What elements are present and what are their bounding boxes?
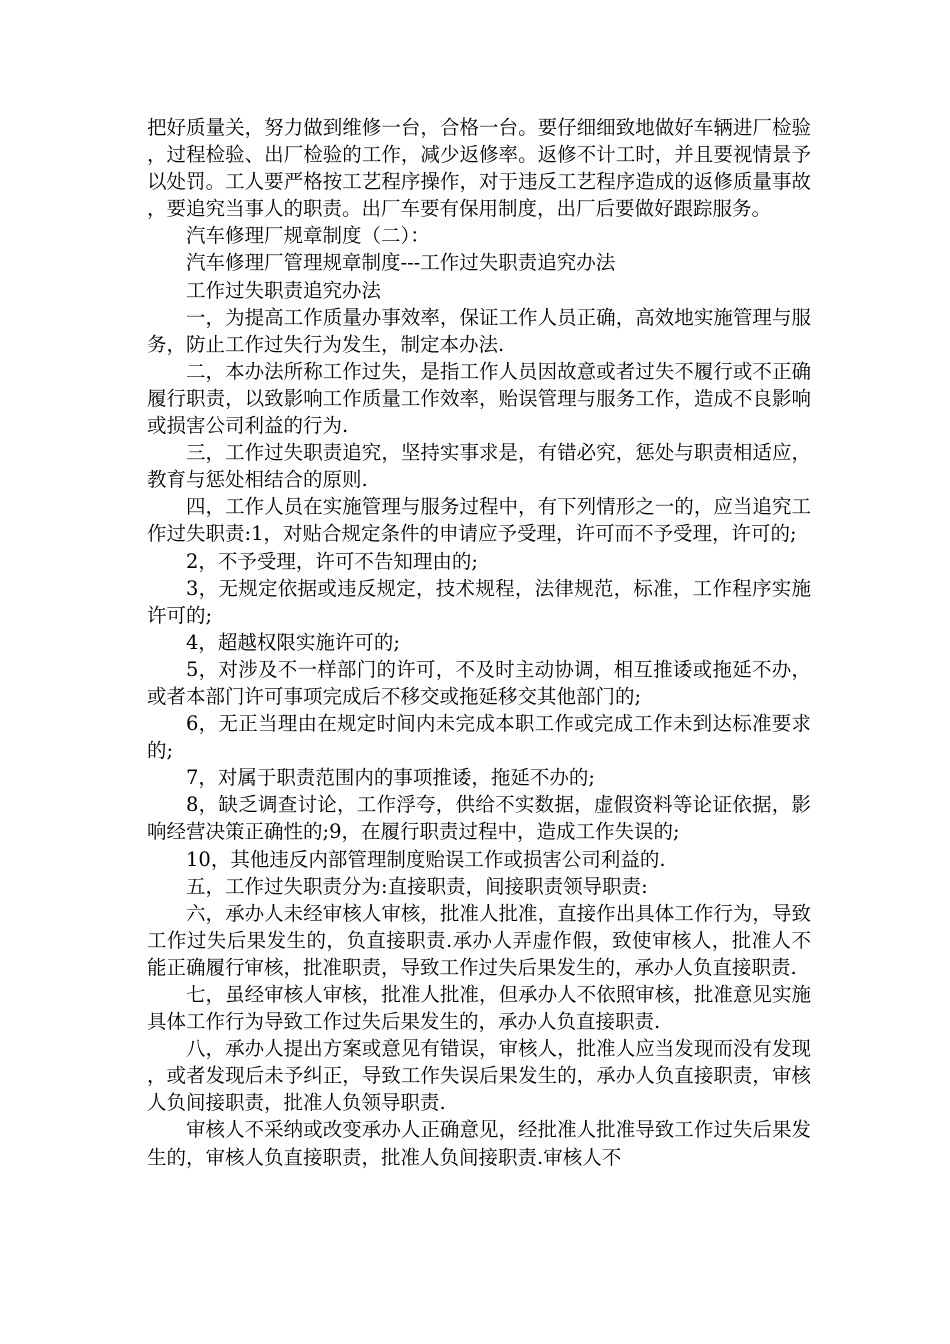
paragraph-20: 八，承办人提出方案或意见有错误，审核人，批准人应当发现而没有发现，或者发现后未予纠正，导致工作失误后果发生的，承办人负直接职责，审核人负间接职责，批准人负领导职责.: [147, 1037, 811, 1115]
paragraph-19: 七，虽经审核人审核，批准人批准，但承办人不依照审核，批准意见实施具体工作行为导致工作过失后果发生的，承办人负直接职责.: [147, 983, 811, 1034]
paragraph-21: 审核人不采纳或改变承办人正确意见，经批准人批准导致工作过失后果发生的，审核人负直接职责，批准人负间接职责.审核人不: [147, 1118, 811, 1169]
paragraph-10: 3，无规定依据或违反规定，技术规程，法律规范，标准，工作程序实施许可的;: [147, 576, 811, 627]
paragraph-12: 5，对涉及不一样部门的许可，不及时主动协调，相互推诿或拖延不办，或者本部门许可事项完成后不移交或拖延移交其他部门的;: [147, 657, 811, 708]
paragraph-14: 7，对属于职责范围内的事项推诿，拖延不办的;: [186, 766, 595, 790]
paragraph-2: 汽车修理厂规章制度（二）：: [186, 224, 430, 248]
paragraph-18: 六，承办人未经审核人审核，批准人批准，直接作出具体工作行为，导致工作过失后果发生的，负直接职责.承办人弄虚作假，致使审核人，批准人不能正确履行审核，批准职责，导致工作过失后果发生的，承办人负直接职责.: [147, 901, 811, 979]
paragraph-6: 二，本办法所称工作过失，是指工作人员因故意或者过失不履行或不正确履行职责，以致影响工作质量工作效率，贻误管理与服务工作，造成不良影响或损害公司利益的行为.: [147, 359, 811, 438]
document-body: [147, 114, 811, 1171]
paragraph-4: 工作过失职责追究办法: [186, 278, 382, 302]
paragraph-8: 四，工作人员在实施管理与服务过程中，有下列情形之一的，应当追究工作过失职责:1，对贴合规定条件的申请应予受理，许可而不予受理，许可的;: [147, 495, 811, 546]
paragraph-13: 6，无正当理由在规定时间内未完成本职工作或完成工作未到达标准要求的;: [147, 712, 811, 763]
paragraph-11: 4，超越权限实施许可的;: [186, 630, 400, 654]
paragraph-5: 一，为提高工作质量办事效率，保证工作人员正确，高效地实施管理与服务，防止工作过失行为发生，制定本办法.: [147, 305, 811, 356]
paragraph-17: 五，工作过失职责分为:直接职责，间接职责领导职责:: [186, 874, 648, 898]
paragraph-3: 汽车修理厂管理规章制度---工作过失职责追究办法: [186, 251, 616, 275]
paragraph-7: 三，工作过失职责追究，坚持实事求是，有错必究，惩处与职责相适应，教育与惩处相结合的原则.: [147, 441, 811, 492]
paragraph-15: 8，缺乏调查讨论，工作浮夸，供给不实数据，虚假资料等论证依据，影响经营决策正确性的;9，在履行职责过程中，造成工作失误的;: [147, 793, 811, 844]
paragraph-1: 把好质量关，努力做到维修一台，合格一台。要仔细细致地做好车辆进厂检验，过程检验、出厂检验的工作，减少返修率。返修不计工时，并且要视情景予以处罚。工人要严格按工艺程序操作，对于违反工艺程序造成的返修质量事故，要追究当事人的职责。出厂车要有保用制度，出厂后要做好跟踪服务。: [147, 116, 811, 221]
paragraph-16: 10，其他违反内部管理制度贻误工作或损害公司利益的.: [186, 847, 666, 871]
paragraph-9: 2，不予受理，许可不告知理由的;: [186, 549, 478, 573]
